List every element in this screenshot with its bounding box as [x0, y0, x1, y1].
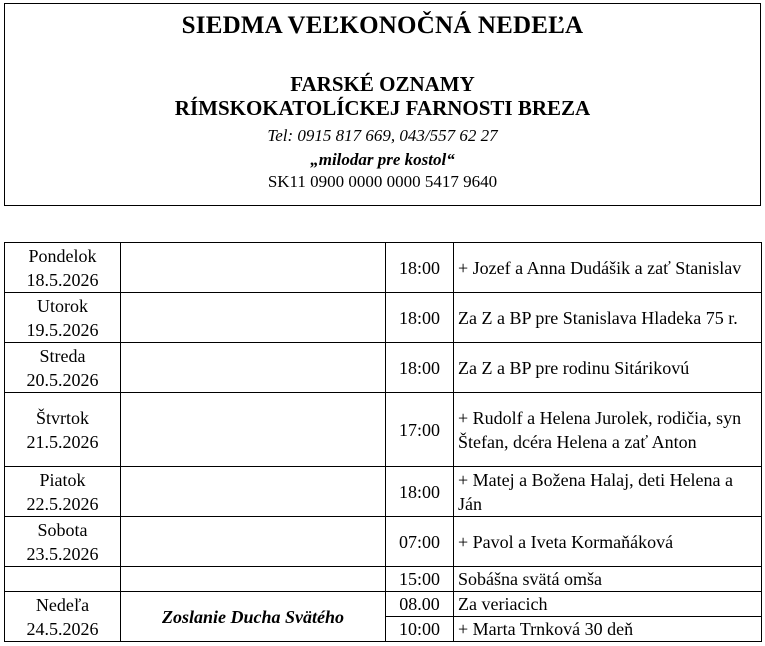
mass-intention: + Pavol a Iveta Kormaňáková	[454, 517, 762, 567]
day-cell	[5, 517, 121, 567]
mass-time: 18:00	[386, 243, 454, 293]
day-name: Štvrtok	[35, 407, 89, 428]
table-row-tuesday	[5, 293, 762, 343]
phone-numbers: Tel: 0915 817 669, 043/557 62 27	[267, 126, 498, 145]
day-cell	[5, 567, 121, 592]
bank-account: SK11 0900 0000 0000 5417 9640	[267, 172, 498, 191]
mass-time: 10:00	[386, 617, 454, 642]
feast-name: Zoslanie Ducha Svätého	[121, 592, 386, 642]
day-name: Streda	[39, 345, 86, 366]
announcements-title: FARSKÉ OZNAMY	[290, 72, 475, 96]
mass-time: 18:00	[386, 467, 454, 517]
mass-intention: + Matej a Božena Halaj, deti Helena a Ján	[454, 467, 762, 517]
table-row-wednesday	[5, 343, 762, 393]
day-cell	[5, 293, 121, 343]
mass-schedule-table	[4, 242, 762, 642]
feast-cell	[121, 393, 386, 467]
feast-cell	[121, 517, 386, 567]
day-date: 23.5.2026	[26, 543, 99, 564]
day-date: 24.5.2026	[26, 618, 99, 639]
feast-cell	[121, 467, 386, 517]
parish-name: RÍMSKOKATOLÍCKEJ FARNOSTI BREZA	[174, 96, 591, 120]
day-name: Utorok	[37, 295, 88, 316]
day-date: 22.5.2026	[26, 493, 99, 514]
day-cell	[5, 592, 121, 642]
feast-cell	[121, 567, 386, 592]
feast-cell	[121, 293, 386, 343]
announcement-header	[4, 3, 761, 206]
day-cell	[5, 393, 121, 467]
feast-cell	[121, 343, 386, 393]
mass-intention: Sobášna svätá omša	[454, 567, 762, 592]
page-title: SIEDMA VEĽKONOČNÁ NEDEĽA	[181, 12, 584, 39]
mass-time: 08.00	[386, 592, 454, 617]
day-name: Pondelok	[28, 245, 97, 266]
day-name: Nedeľa	[35, 594, 90, 615]
table-row-friday	[5, 467, 762, 517]
mass-time: 18:00	[386, 293, 454, 343]
feast-cell	[121, 243, 386, 293]
mass-time: 07:00	[386, 517, 454, 567]
mass-intention: + Rudolf a Helena Jurolek, rodičia, syn Štefan, dcéra Helena a zať Anton	[454, 393, 762, 467]
table-row-saturday-wedding	[5, 567, 762, 592]
table-row-thursday	[5, 393, 762, 467]
table-row-saturday	[5, 517, 762, 567]
day-cell	[5, 467, 121, 517]
table-row-monday	[5, 243, 762, 293]
day-cell	[5, 243, 121, 293]
mass-time: 15:00	[386, 567, 454, 592]
mass-intention: Za Z a BP pre rodinu Sitárikovú	[454, 343, 762, 393]
day-name: Sobota	[37, 519, 88, 540]
day-date: 21.5.2026	[26, 431, 99, 452]
mass-intention: + Marta Trnková 30 deň	[454, 617, 762, 642]
donation-label: „milodar pre kostol“	[310, 150, 455, 169]
day-date: 20.5.2026	[26, 369, 99, 390]
mass-intention: Za Z a BP pre Stanislava Hladeka 75 r.	[454, 293, 762, 343]
mass-intention: + Jozef a Anna Dudášik a zať Stanislav	[454, 243, 762, 293]
day-name: Piatok	[39, 469, 86, 490]
mass-intention: Za veriacich	[454, 592, 762, 617]
table-row-sunday	[5, 592, 762, 617]
day-date: 19.5.2026	[26, 319, 99, 340]
mass-time: 18:00	[386, 343, 454, 393]
day-cell	[5, 343, 121, 393]
day-date: 18.5.2026	[26, 269, 99, 290]
mass-time: 17:00	[386, 393, 454, 467]
